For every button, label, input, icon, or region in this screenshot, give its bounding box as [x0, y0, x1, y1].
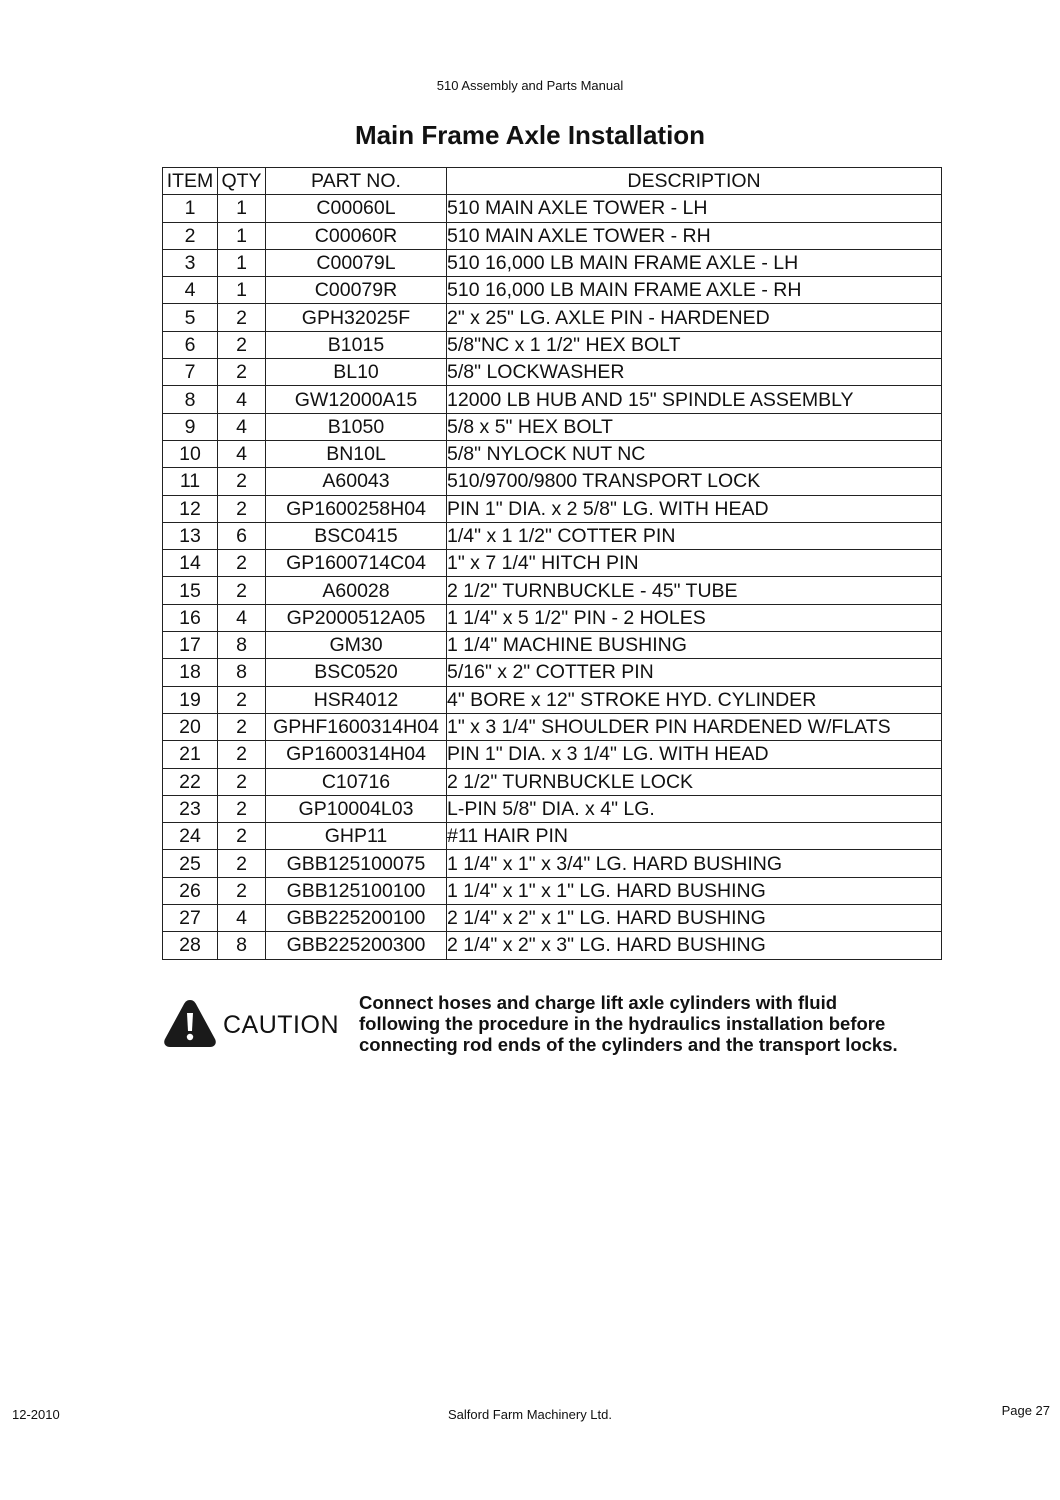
qty-cell: 2: [218, 877, 266, 904]
qty-cell: 2: [218, 577, 266, 604]
column-header-description: DESCRIPTION: [447, 168, 942, 195]
part-number-cell: GBB225200300: [266, 932, 447, 959]
caution-notice: [162, 992, 962, 1065]
description-cell: 510 MAIN AXLE TOWER - LH: [447, 195, 942, 222]
part-number-cell: BSC0520: [266, 659, 447, 686]
qty-cell: 2: [218, 495, 266, 522]
item-cell: 9: [163, 413, 218, 440]
description-cell: 2" x 25" LG. AXLE PIN - HARDENED: [447, 304, 942, 331]
qty-cell: 2: [218, 331, 266, 358]
item-cell: 21: [163, 741, 218, 768]
table-row: [163, 386, 942, 413]
item-cell: 23: [163, 795, 218, 822]
description-cell: PIN 1" DIA. x 3 1/4" LG. WITH HEAD: [447, 741, 942, 768]
item-cell: 28: [163, 932, 218, 959]
qty-cell: 1: [218, 277, 266, 304]
qty-cell: 2: [218, 768, 266, 795]
description-cell: 4" BORE x 12" STROKE HYD. CYLINDER: [447, 686, 942, 713]
description-cell: 5/8" NYLOCK NUT NC: [447, 440, 942, 467]
table-row: [163, 249, 942, 276]
column-header-part-no: PART NO.: [266, 168, 447, 195]
qty-cell: 6: [218, 522, 266, 549]
item-cell: 25: [163, 850, 218, 877]
item-cell: 19: [163, 686, 218, 713]
part-number-cell: C00060R: [266, 222, 447, 249]
description-cell: 1 1/4" x 1" x 1" LG. HARD BUSHING: [447, 877, 942, 904]
item-cell: 10: [163, 440, 218, 467]
qty-cell: 4: [218, 604, 266, 631]
table-row: [163, 604, 942, 631]
table-header-row: [163, 168, 942, 195]
qty-cell: 2: [218, 468, 266, 495]
item-cell: 15: [163, 577, 218, 604]
description-cell: 510 16,000 LB MAIN FRAME AXLE - RH: [447, 277, 942, 304]
qty-cell: 2: [218, 741, 266, 768]
qty-cell: 4: [218, 440, 266, 467]
qty-cell: 2: [218, 713, 266, 740]
description-cell: 1 1/4" MACHINE BUSHING: [447, 632, 942, 659]
table-row: [163, 468, 942, 495]
part-number-cell: A60028: [266, 577, 447, 604]
item-cell: 8: [163, 386, 218, 413]
table-row: [163, 632, 942, 659]
qty-cell: 2: [218, 850, 266, 877]
page-title: Main Frame Axle Installation: [354, 120, 706, 150]
item-cell: 26: [163, 877, 218, 904]
footer-page-number: Page 27: [1001, 1403, 1050, 1418]
qty-cell: 1: [218, 195, 266, 222]
description-cell: L-PIN 5/8" DIA. x 4" LG.: [447, 795, 942, 822]
parts-table-body: [163, 195, 942, 959]
column-header-qty: QTY: [218, 168, 266, 195]
footer-company: Salford Farm Machinery Ltd.: [447, 1407, 612, 1422]
part-number-cell: GP2000512A05: [266, 604, 447, 631]
table-row: [163, 850, 942, 877]
caution-line: Connect hoses and charge lift axle cylinders with fluid: [359, 992, 838, 1013]
description-cell: 1" x 3 1/4" SHOULDER PIN HARDENED W/FLATS: [447, 713, 942, 740]
table-row: [163, 823, 942, 850]
item-cell: 7: [163, 359, 218, 386]
qty-cell: 1: [218, 222, 266, 249]
description-cell: 2 1/2" TURNBUCKLE LOCK: [447, 768, 942, 795]
part-number-cell: GP1600258H04: [266, 495, 447, 522]
description-cell: 2 1/4" x 2" x 3" LG. HARD BUSHING: [447, 932, 942, 959]
part-number-cell: GM30: [266, 632, 447, 659]
qty-cell: 8: [218, 932, 266, 959]
part-number-cell: B1050: [266, 413, 447, 440]
description-cell: 1 1/4" x 5 1/2" PIN - 2 HOLES: [447, 604, 942, 631]
part-number-cell: B1015: [266, 331, 447, 358]
part-number-cell: BL10: [266, 359, 447, 386]
table-row: [163, 577, 942, 604]
description-cell: 12000 LB HUB AND 15" SPINDLE ASSEMBLY: [447, 386, 942, 413]
item-cell: 12: [163, 495, 218, 522]
column-header-item: ITEM: [163, 168, 218, 195]
table-row: [163, 304, 942, 331]
table-row: [163, 795, 942, 822]
table-row: [163, 877, 942, 904]
table-row: [163, 713, 942, 740]
document-header: 510 Assembly and Parts Manual: [436, 78, 624, 93]
table-row: [163, 905, 942, 932]
table-row: [163, 550, 942, 577]
description-cell: #11 HAIR PIN: [447, 823, 942, 850]
table-row: [163, 495, 942, 522]
footer-date: 12-2010: [12, 1407, 60, 1422]
description-cell: 5/8" LOCKWASHER: [447, 359, 942, 386]
part-number-cell: HSR4012: [266, 686, 447, 713]
part-number-cell: GPHF1600314H04: [266, 713, 447, 740]
item-cell: 11: [163, 468, 218, 495]
item-cell: 27: [163, 905, 218, 932]
item-cell: 14: [163, 550, 218, 577]
item-cell: 6: [163, 331, 218, 358]
part-number-cell: GP1600714C04: [266, 550, 447, 577]
item-cell: 17: [163, 632, 218, 659]
table-row: [163, 277, 942, 304]
description-cell: 510 16,000 LB MAIN FRAME AXLE - LH: [447, 249, 942, 276]
description-cell: 1 1/4" x 1" x 3/4" LG. HARD BUSHING: [447, 850, 942, 877]
item-cell: 16: [163, 604, 218, 631]
item-cell: 20: [163, 713, 218, 740]
table-row: [163, 195, 942, 222]
item-cell: 3: [163, 249, 218, 276]
item-cell: 18: [163, 659, 218, 686]
qty-cell: 1: [218, 249, 266, 276]
part-number-cell: GBB225200100: [266, 905, 447, 932]
caution-line: connecting rod ends of the cylinders and the transport locks.: [359, 1034, 898, 1055]
description-cell: 5/16" x 2" COTTER PIN: [447, 659, 942, 686]
part-number-cell: C00079L: [266, 249, 447, 276]
qty-cell: 8: [218, 632, 266, 659]
warning-triangle-icon: [162, 997, 218, 1049]
table-row: [163, 222, 942, 249]
part-number-cell: C00079R: [266, 277, 447, 304]
qty-cell: 2: [218, 686, 266, 713]
description-cell: 5/8"NC x 1 1/2" HEX BOLT: [447, 331, 942, 358]
item-cell: 5: [163, 304, 218, 331]
item-cell: 2: [163, 222, 218, 249]
table-row: [163, 359, 942, 386]
table-row: [163, 741, 942, 768]
part-number-cell: C00060L: [266, 195, 447, 222]
item-cell: 1: [163, 195, 218, 222]
table-row: [163, 440, 942, 467]
table-row: [163, 413, 942, 440]
part-number-cell: BN10L: [266, 440, 447, 467]
description-cell: 2 1/4" x 2" x 1" LG. HARD BUSHING: [447, 905, 942, 932]
part-number-cell: GP1600314H04: [266, 741, 447, 768]
part-number-cell: GHP11: [266, 823, 447, 850]
caution-line: following the procedure in the hydraulics installation before: [359, 1013, 886, 1034]
qty-cell: 4: [218, 386, 266, 413]
table-row: [163, 331, 942, 358]
table-row: [163, 932, 942, 959]
qty-cell: 2: [218, 823, 266, 850]
table-row: [163, 659, 942, 686]
qty-cell: 2: [218, 304, 266, 331]
qty-cell: 2: [218, 550, 266, 577]
parts-table: [162, 167, 942, 960]
part-number-cell: A60043: [266, 468, 447, 495]
description-cell: 510 MAIN AXLE TOWER - RH: [447, 222, 942, 249]
part-number-cell: GP10004L03: [266, 795, 447, 822]
qty-cell: 4: [218, 905, 266, 932]
item-cell: 22: [163, 768, 218, 795]
qty-cell: 2: [218, 795, 266, 822]
table-row: [163, 768, 942, 795]
description-cell: 1" x 7 1/4" HITCH PIN: [447, 550, 942, 577]
part-number-cell: GPH32025F: [266, 304, 447, 331]
part-number-cell: BSC0415: [266, 522, 447, 549]
item-cell: 4: [163, 277, 218, 304]
item-cell: 13: [163, 522, 218, 549]
description-cell: 510/9700/9800 TRANSPORT LOCK: [447, 468, 942, 495]
part-number-cell: C10716: [266, 768, 447, 795]
item-cell: 24: [163, 823, 218, 850]
caution-message: [359, 992, 979, 1055]
part-number-cell: GW12000A15: [266, 386, 447, 413]
qty-cell: 4: [218, 413, 266, 440]
table-row: [163, 686, 942, 713]
part-number-cell: GBB125100075: [266, 850, 447, 877]
caution-label: CAUTION: [223, 1011, 339, 1039]
qty-cell: 2: [218, 359, 266, 386]
description-cell: 5/8 x 5" HEX BOLT: [447, 413, 942, 440]
part-number-cell: GBB125100100: [266, 877, 447, 904]
table-row: [163, 522, 942, 549]
description-cell: 1/4" x 1 1/2" COTTER PIN: [447, 522, 942, 549]
description-cell: 2 1/2" TURNBUCKLE - 45" TUBE: [447, 577, 942, 604]
qty-cell: 8: [218, 659, 266, 686]
description-cell: PIN 1" DIA. x 2 5/8" LG. WITH HEAD: [447, 495, 942, 522]
